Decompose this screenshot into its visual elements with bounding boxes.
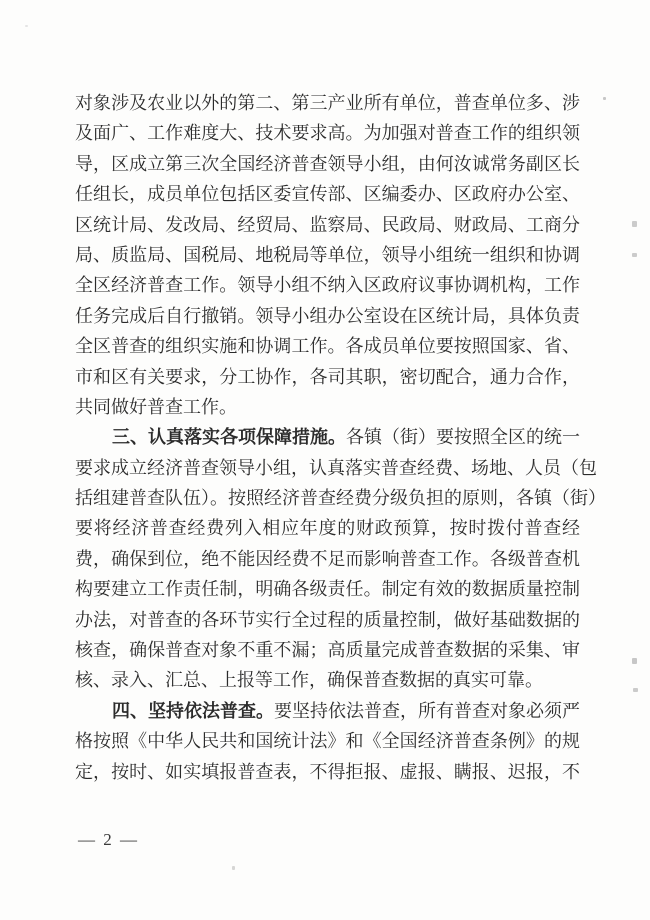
section-three-text: 各镇（街）要按照全区的统一 xyxy=(346,427,580,448)
text-line: 办法，对普查的各环节实行全过程的质量控制，做好基础数据的 xyxy=(75,609,580,630)
text-line: 要求成立经济普查领导小组，认真落实普查经费、场地、人员（包 xyxy=(75,457,597,478)
text-line: 格按照《中华人民共和国统计法》和《全国经济普查条例》的规 xyxy=(75,731,580,752)
text-line: 任务完成后自行撤销。领导小组办公室设在区统计局，具体负责 xyxy=(75,305,580,326)
text-line: 核、录入、汇总、上报等工作，确保普查数据的真实可靠。 xyxy=(75,670,543,691)
text-line: 共同做好普查工作。 xyxy=(75,396,237,417)
scan-speck xyxy=(632,658,637,664)
text-line: 全区经济普查工作。领导小组不纳入区政府议事协调机构，工作 xyxy=(75,275,580,296)
section-four-first-line xyxy=(75,696,580,726)
text-line: 核查，确保普查对象不重不漏；高质量完成普查数据的采集、审 xyxy=(75,640,580,661)
text-line: 市和区有关要求，分工协作，各司其职，密切配合，通力合作， xyxy=(75,366,580,387)
text-line: 要将经济普查经费列入相应年度的财政预算，按时拨付普查经 xyxy=(75,518,580,539)
scan-speck xyxy=(633,688,638,692)
text-line: 导，区成立第三次全国经济普查领导小组，由何汝诚常务副区长 xyxy=(75,153,580,174)
text-line: 区统计局、发改局、经贸局、监察局、民政局、财政局、工商分 xyxy=(75,214,580,235)
text-line: 括组建普查队伍）。按照经济普查经费分级负担的原则，各镇（街） xyxy=(75,488,606,509)
scan-speck xyxy=(632,253,637,257)
text-line: 全区普查的组织实施和协调工作。各成员单位要按照国家、省、 xyxy=(75,336,580,357)
section-three-first-line xyxy=(75,422,580,452)
text-line: 对象涉及农业以外的第二、第三产业所有单位，普查单位多、涉 xyxy=(75,93,580,113)
text-line: 及面广、工作难度大、技术要求高。为加强对普查工作的组织领 xyxy=(75,123,580,144)
scan-speck xyxy=(232,866,235,870)
text-line: 定，按时、如实填报普查表，不得拒报、虚报、瞒报、迟报，不 xyxy=(75,761,580,782)
scan-speck xyxy=(25,25,28,27)
document-body xyxy=(75,88,606,787)
section-three-heading: 三、认真落实各项保障措施。 xyxy=(112,427,346,448)
text-line: 局、质监局、国税局、地税局等单位，领导小组统一组织和协调 xyxy=(75,244,580,265)
text-line: 任组长，成员单位包括区委宣传部、区编委办、区政府办公室、 xyxy=(75,184,580,205)
text-line: 构要建立工作责任制，明确各级责任。制定有效的数据质量控制 xyxy=(75,579,580,600)
text-line: 费，确保到位，绝不能因经费不足而影响普查工作。各级普查机 xyxy=(75,548,580,569)
section-four-heading: 四、坚持依法普查。 xyxy=(112,700,274,721)
page-number: — 2 — xyxy=(78,830,139,849)
scan-speck xyxy=(603,97,606,100)
scan-speck xyxy=(632,221,637,227)
section-four-text: 要坚持依法普查，所有普查对象必须严 xyxy=(274,700,580,721)
